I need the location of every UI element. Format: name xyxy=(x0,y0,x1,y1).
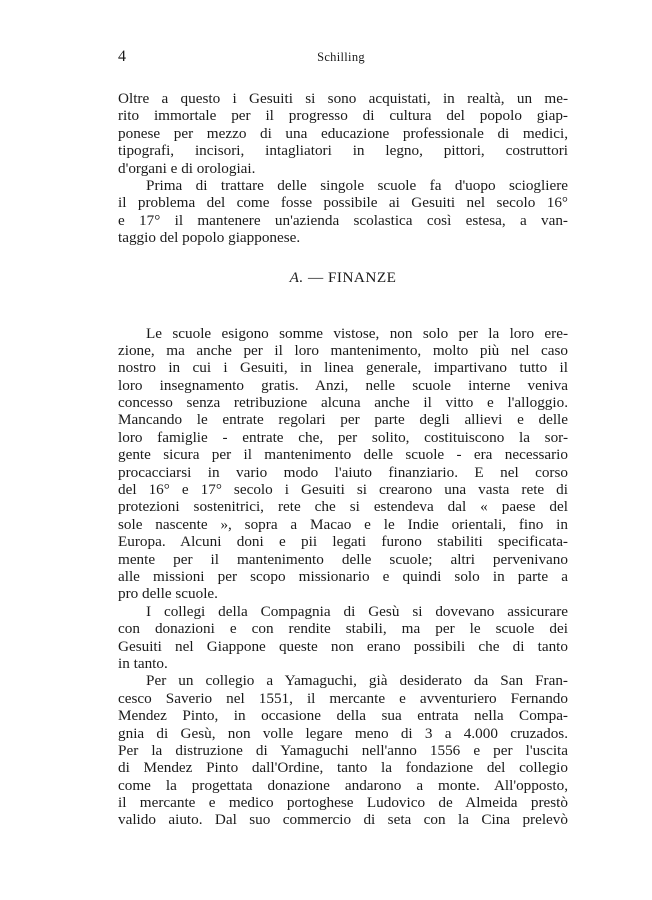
text-line: Per un collegio a Yamaguchi, già desiderato da San Fran- xyxy=(146,672,568,690)
paragraph xyxy=(118,177,568,247)
text-line: zione, ma anche per il loro mantenimento, molto più nel caso xyxy=(118,341,568,359)
text-line: valido aiuto. Dal suo commercio di seta con la Cina prelevò xyxy=(118,811,568,829)
paragraph xyxy=(118,90,568,177)
text-line: Europa. Alcuni doni e pii legati furono stabiliti specificata- xyxy=(118,533,568,551)
text-line: gente sicura per il mantenimento delle scuole - era necessario xyxy=(118,446,568,464)
text-line: Le scuole esigono somme vistose, non solo per la loro ere- xyxy=(146,324,568,342)
text-line: di Mendez Pinto dall'Ordine, tanto la fondazione del collegio xyxy=(118,759,568,777)
text-line: I collegi della Compagnia di Gesù si dovevano assicurare xyxy=(146,602,568,620)
page-number: 4 xyxy=(118,48,126,65)
text-line: cesco Saverio nel 1551, il mercante e avventuriero Fernando xyxy=(118,689,568,707)
text-line: rito immortale per il progresso di cultura del popolo giap- xyxy=(118,107,568,125)
text-line: Prima di trattare delle singole scuole fa d'uopo sciogliere xyxy=(146,176,568,194)
text-line: il problema del come fosse possibile ai Gesuiti nel secolo 16° xyxy=(118,194,568,212)
text-line: Mancando le entrate regolari per parte degli allievi e delle xyxy=(118,411,568,429)
text-line: ponese per mezzo di una educazione professionale di medici, xyxy=(118,124,568,142)
text-line: e 17° il mantenere un'azienda scolastica così estesa, a van- xyxy=(118,211,568,229)
text-line: concesso senza retribuzione alcuna anche il vitto e l'alloggio. xyxy=(118,394,568,412)
section-title: FINANZE xyxy=(327,268,397,286)
text-line: Oltre a questo i Gesuiti si sono acquistati, in realtà, un me- xyxy=(118,90,568,107)
text-line: pro delle scuole. xyxy=(118,585,218,603)
text-line: il mercante e medico portoghese Ludovico de Almeida prestò xyxy=(118,794,568,812)
text-line: gnia di Gesù, non volle legare meno di 3 a 4.000 cruzados. xyxy=(118,724,568,742)
text-line: mente per il mantenimento delle scuole; altri pervenivano xyxy=(118,550,568,568)
text-line: Mendez Pinto, in occasione della sua entrata nella Compa- xyxy=(118,707,568,725)
text-line: Per la distruzione di Yamaguchi nell'anno 1556 e per l'uscita xyxy=(118,741,568,759)
section-heading xyxy=(118,247,568,309)
text-line: protezioni sostenitrici, rete che si estendeva dal « paese del xyxy=(118,498,568,516)
text-line: alle missioni per scopo missionario e quindi solo in parte a xyxy=(118,567,568,585)
text-line: con donazioni e con rendite stabili, ma per le scuole dei xyxy=(118,620,568,638)
body-text xyxy=(118,90,568,829)
text-line: Gesuiti nel Giappone queste non erano possibili che di tanto xyxy=(118,637,568,655)
section-dash: — xyxy=(307,268,324,286)
paragraph xyxy=(118,672,568,829)
text-line: loro famiglie - entrate che, per solito, costituiscono la sor- xyxy=(118,428,568,446)
text-line: nostro in cui i Gesuiti, in linea generale, impartivano tutto il xyxy=(118,359,568,377)
text-line: come la progettata donazione andarono a monte. All'opposto, xyxy=(118,776,568,794)
text-line: procacciarsi in vario modo l'aiuto finanziario. E nel corso xyxy=(118,463,568,481)
text-line: tipografi, incisori, intagliatori in legno, pittori, costruttori xyxy=(118,142,568,160)
text-line: del 16° e 17° secolo i Gesuiti si crearono una vasta rete di xyxy=(118,481,568,499)
text-line: sole nascente », sopra a Macao e le Indie orientali, fino in xyxy=(118,515,568,533)
page-header xyxy=(118,48,564,68)
text-line: loro insegnamento gratis. Anzi, nelle scuole interne veniva xyxy=(118,376,568,394)
text-line: d'organi e di orologiai. xyxy=(118,159,256,177)
text-line: in tanto. xyxy=(118,654,168,672)
paragraph xyxy=(118,325,568,603)
text-line: taggio del popolo giapponese. xyxy=(118,229,301,247)
section-letter: A. xyxy=(289,268,304,286)
running-head: Schilling xyxy=(317,50,365,64)
paragraph xyxy=(118,603,568,673)
